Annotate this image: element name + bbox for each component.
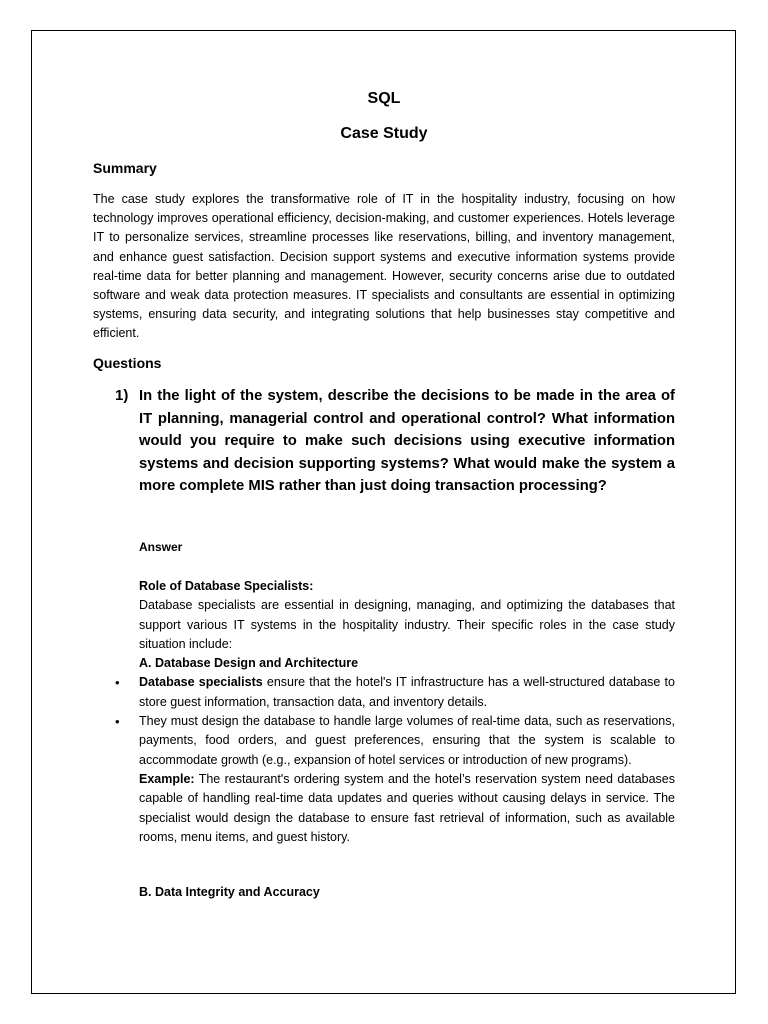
bullet-icon: • — [115, 714, 120, 730]
bullet-icon: • — [115, 675, 120, 691]
example-paragraph — [139, 770, 675, 847]
role-paragraph: Database specialists are essential in designing, managing, and optimizing the databases that support various IT systems in the hospitality industry. Their specific roles in the case study situation include: — [139, 598, 675, 651]
question-number: 1) — [115, 387, 129, 404]
summary-paragraph: The case study explores the transformative role of IT in the hospitality industry, focusing on how technology improves operational efficiency, decision-making, and customer experiences. Hotels leverage IT to personalize services, streamline processes like reservations, billing, and inventory management, and enhance guest satisfaction. Decision support systems and executive information systems provide real-time data for better planning and management. However, security concerns arise due to outdated software and weak data protection measures. IT specialists and consultants are essential in optimizing systems, ensuring data security, and integrating solutions that help businesses stay competitive and efficient. — [93, 192, 675, 341]
summary-heading: Summary — [93, 160, 157, 176]
role-heading: Role of Database Specialists: — [139, 579, 314, 593]
bullet-bold-lead: Database specialists — [139, 675, 263, 690]
section-a-heading: A. Database Design and Architecture — [139, 656, 359, 671]
example-label: Example: — [139, 771, 195, 786]
bullet-text: They must design the database to handle large volumes of real-time data, such as reservations, payments, food orders, and guest preferences, ensuring that the system is scalable to accommodate growth (e.g., expansion of hotel services or introduction of new programs). — [139, 714, 675, 767]
answer-label: Answer — [139, 540, 183, 554]
bullet-text: ensure that the hotel's IT infrastructure has a well-structured database to store guest information, transaction data, and inventory details. — [139, 675, 675, 709]
bullet-item — [115, 673, 675, 712]
question-text: In the light of the system, describe the decisions to be made in the area of IT planning, managerial control and operational control? What information would you require to make such decisions using executive information systems and decision supporting systems? What would make the system a more complete MIS rather than just doing transaction processing? — [139, 388, 675, 495]
example-text: The restaurant's ordering system and the hotel’s reservation system need databases capable of handling real-time data updates and queries without causing delays in service. The specialist would design the database to ensure fast retrieval of information, such as available rooms, menu items, and guest history. — [139, 771, 675, 844]
answer-body — [115, 577, 675, 847]
section-b-heading: B. Data Integrity and Accuracy — [139, 885, 320, 899]
questions-heading: Questions — [93, 355, 162, 371]
document-title: SQL — [367, 90, 401, 107]
document-subtitle: Case Study — [340, 125, 428, 142]
bullet-item — [115, 712, 675, 770]
